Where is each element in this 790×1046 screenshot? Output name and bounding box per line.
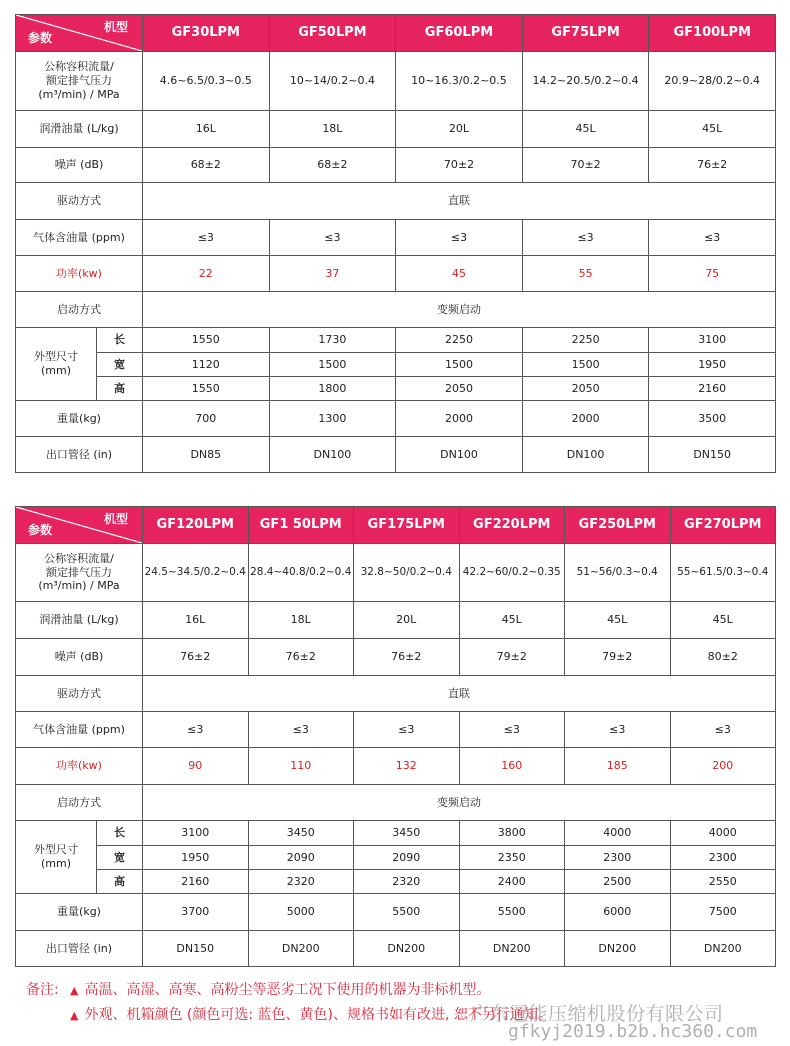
model-header: GF175LPM [354,507,460,544]
cell-drive: 直联 [143,183,776,220]
row-label-weight: 重量(kg) [16,894,143,931]
cell-flow: 14.2~20.5/0.2~0.4 [522,52,649,111]
cell-flow: 42.2~60/0.2~0.35 [459,544,565,602]
cell-oil: 45L [670,602,776,639]
cell-flow: 55~61.5/0.3~0.4 [670,544,776,602]
cell-noise: 68±2 [143,148,270,183]
row-label-noise: 噪声 (dB) [16,148,143,183]
model-header: GF50LPM [269,15,396,52]
row-label-oil: 润滑油量 (L/kg) [16,602,143,639]
cell-length: 3450 [248,821,354,846]
cell-gas-oil: ≤3 [522,220,649,256]
cell-weight: 6000 [565,894,671,931]
cell-noise: 76±2 [354,639,460,676]
cell-flow: 28.4~40.8/0.2~0.4 [248,544,354,602]
cell-oil: 45L [565,602,671,639]
cell-width: 1500 [269,353,396,377]
model-header: GF220LPM [459,507,565,544]
cell-flow: 51~56/0.3~0.4 [565,544,671,602]
cell-noise: 76±2 [649,148,776,183]
cell-width: 2300 [670,846,776,870]
cell-length: 3450 [354,821,460,846]
watermark-url: gfkyj2019.b2b.hc360.com [508,1021,758,1042]
cell-oil: 18L [248,602,354,639]
model-header: GF75LPM [522,15,649,52]
cell-flow: 4.6~6.5/0.3~0.5 [143,52,270,111]
cell-flow: 20.9~28/0.2~0.4 [649,52,776,111]
sub-label-width: 宽 [97,353,143,377]
cell-weight: 5500 [459,894,565,931]
cell-oil: 45L [459,602,565,639]
cell-noise: 76±2 [248,639,354,676]
cell-oil: 20L [396,111,523,148]
cell-flow: 32.8~50/0.2~0.4 [354,544,460,602]
cell-power: 110 [248,748,354,785]
row-label-dims [16,821,97,894]
cell-weight: 700 [143,401,270,437]
row-label-drive: 驱动方式 [16,183,143,220]
model-header: GF250LPM [565,507,671,544]
model-header: GF270LPM [670,507,776,544]
row-label-text: 外型尺寸 (mm) [34,843,78,870]
cell-power: 160 [459,748,565,785]
sub-label-height: 高 [97,870,143,894]
cell-length: 3800 [459,821,565,846]
cell-length: 1730 [269,328,396,353]
cell-height: 2320 [354,870,460,894]
sub-label-height: 高 [97,377,143,401]
sub-label-length: 长 [97,821,143,846]
cell-noise: 70±2 [522,148,649,183]
cell-power: 132 [354,748,460,785]
row-label-start: 启动方式 [16,292,143,328]
cell-oil: 20L [354,602,460,639]
row-label-power: 功率(kw) [16,748,143,785]
cell-width: 1500 [522,353,649,377]
cell-weight: 3700 [143,894,249,931]
cell-outlet: DN100 [269,437,396,473]
cell-noise: 76±2 [143,639,249,676]
cell-length: 3100 [143,821,249,846]
cell-gas-oil: ≤3 [354,712,460,748]
cell-gas-oil: ≤3 [670,712,776,748]
corner-header [16,15,143,52]
cell-power: 37 [269,256,396,292]
cell-width: 2090 [248,846,354,870]
cell-power: 200 [670,748,776,785]
cell-outlet: DN150 [649,437,776,473]
cell-height: 1550 [143,377,270,401]
cell-height: 2160 [143,870,249,894]
cell-height: 2550 [670,870,776,894]
model-header: GF120LPM [143,507,249,544]
cell-outlet: DN200 [354,931,460,967]
cell-width: 2350 [459,846,565,870]
cell-flow: 10~14/0.2~0.4 [269,52,396,111]
spec-table-2 [15,506,776,967]
watermark-company: 广东冠能压缩机股份有限公司 [470,1003,724,1025]
cell-gas-oil: ≤3 [649,220,776,256]
cell-height: 2500 [565,870,671,894]
row-label-noise: 噪声 (dB) [16,639,143,676]
cell-outlet: DN200 [459,931,565,967]
cell-gas-oil: ≤3 [269,220,396,256]
cell-start: 变频启动 [143,785,776,821]
row-label-flow [16,544,143,602]
row-label-start: 启动方式 [16,785,143,821]
cell-outlet: DN200 [248,931,354,967]
cell-oil: 45L [522,111,649,148]
cell-flow: 10~16.3/0.2~0.5 [396,52,523,111]
cell-height: 1800 [269,377,396,401]
cell-height: 2320 [248,870,354,894]
model-header: GF100LPM [649,15,776,52]
row-label-text: 外型尺寸 (mm) [34,350,78,377]
corner-param-label: 参数 [28,523,53,537]
cell-height: 2050 [396,377,523,401]
cell-oil: 16L [143,111,270,148]
cell-noise: 70±2 [396,148,523,183]
cell-noise: 68±2 [269,148,396,183]
cell-height: 2160 [649,377,776,401]
cell-width: 1500 [396,353,523,377]
cell-outlet: DN85 [143,437,270,473]
row-label-drive: 驱动方式 [16,676,143,712]
cell-height: 2400 [459,870,565,894]
row-label-gas-oil: 气体含油量 (ppm) [16,220,143,256]
cell-length: 2250 [522,328,649,353]
model-header: GF60LPM [396,15,523,52]
row-label-weight: 重量(kg) [16,401,143,437]
spec-table-1 [15,14,776,473]
row-label-flow [16,52,143,111]
cell-gas-oil: ≤3 [396,220,523,256]
cell-outlet: DN100 [522,437,649,473]
cell-oil: 45L [649,111,776,148]
corner-header [16,507,143,544]
cell-flow: 24.5~34.5/0.2~0.4 [143,544,249,602]
cell-length: 1550 [143,328,270,353]
corner-param-label: 参数 [28,31,53,45]
cell-oil: 18L [269,111,396,148]
cell-gas-oil: ≤3 [143,220,270,256]
cell-width: 1950 [649,353,776,377]
model-header: GF30LPM [143,15,270,52]
model-header: GF1 50LPM [248,507,354,544]
cell-power: 45 [396,256,523,292]
cell-outlet: DN200 [670,931,776,967]
row-label-dims [16,328,97,401]
cell-gas-oil: ≤3 [143,712,249,748]
cell-power: 90 [143,748,249,785]
cell-noise: 79±2 [459,639,565,676]
cell-power: 185 [565,748,671,785]
cell-weight: 7500 [670,894,776,931]
corner-model-label: 机型 [103,20,128,34]
row-label-outlet: 出口管径 (in) [16,437,143,473]
note-line-1: 高温、高湿、高寒、高粉尘等恶劣工况下使用的机器为非标机型。 [84,982,491,998]
row-label-power: 功率(kw) [16,256,143,292]
cell-length: 4000 [565,821,671,846]
cell-length: 3100 [649,328,776,353]
notes-prefix: 备注: [26,982,59,998]
row-label-outlet: 出口管径 (in) [16,931,143,967]
cell-weight: 5500 [354,894,460,931]
cell-outlet: DN100 [396,437,523,473]
cell-outlet: DN150 [143,931,249,967]
cell-power: 55 [522,256,649,292]
cell-width: 1120 [143,353,270,377]
cell-gas-oil: ≤3 [565,712,671,748]
cell-width: 1950 [143,846,249,870]
cell-drive: 直联 [143,676,776,712]
warning-triangle-icon: ▲ [70,984,79,997]
cell-gas-oil: ≤3 [459,712,565,748]
cell-weight: 2000 [522,401,649,437]
cell-gas-oil: ≤3 [248,712,354,748]
row-label-text: 公称容积流量/ 额定排气压力 (m³/min) / MPa [38,60,120,101]
cell-length: 4000 [670,821,776,846]
cell-height: 2050 [522,377,649,401]
row-label-text: 公称容积流量/ 额定排气压力 (m³/min) / MPa [38,551,120,593]
row-label-gas-oil: 气体含油量 (ppm) [16,712,143,748]
cell-noise: 80±2 [670,639,776,676]
cell-width: 2300 [565,846,671,870]
cell-oil: 16L [143,602,249,639]
cell-power: 75 [649,256,776,292]
row-label-oil: 润滑油量 (L/kg) [16,111,143,148]
cell-start: 变频启动 [143,292,776,328]
cell-weight: 2000 [396,401,523,437]
cell-length: 2250 [396,328,523,353]
sub-label-width: 宽 [97,846,143,870]
cell-weight: 1300 [269,401,396,437]
corner-model-label: 机型 [103,512,128,526]
cell-weight: 3500 [649,401,776,437]
cell-width: 2090 [354,846,460,870]
warning-triangle-icon: ▲ [70,1009,79,1022]
cell-noise: 79±2 [565,639,671,676]
cell-outlet: DN200 [565,931,671,967]
note-line-2: 外观、机箱颜色 (颜色可选: 蓝色、黄色)、规格书如有改进, 恕不另行通知。 [84,1007,552,1023]
cell-weight: 5000 [248,894,354,931]
sub-label-length: 长 [97,328,143,353]
cell-power: 22 [143,256,270,292]
